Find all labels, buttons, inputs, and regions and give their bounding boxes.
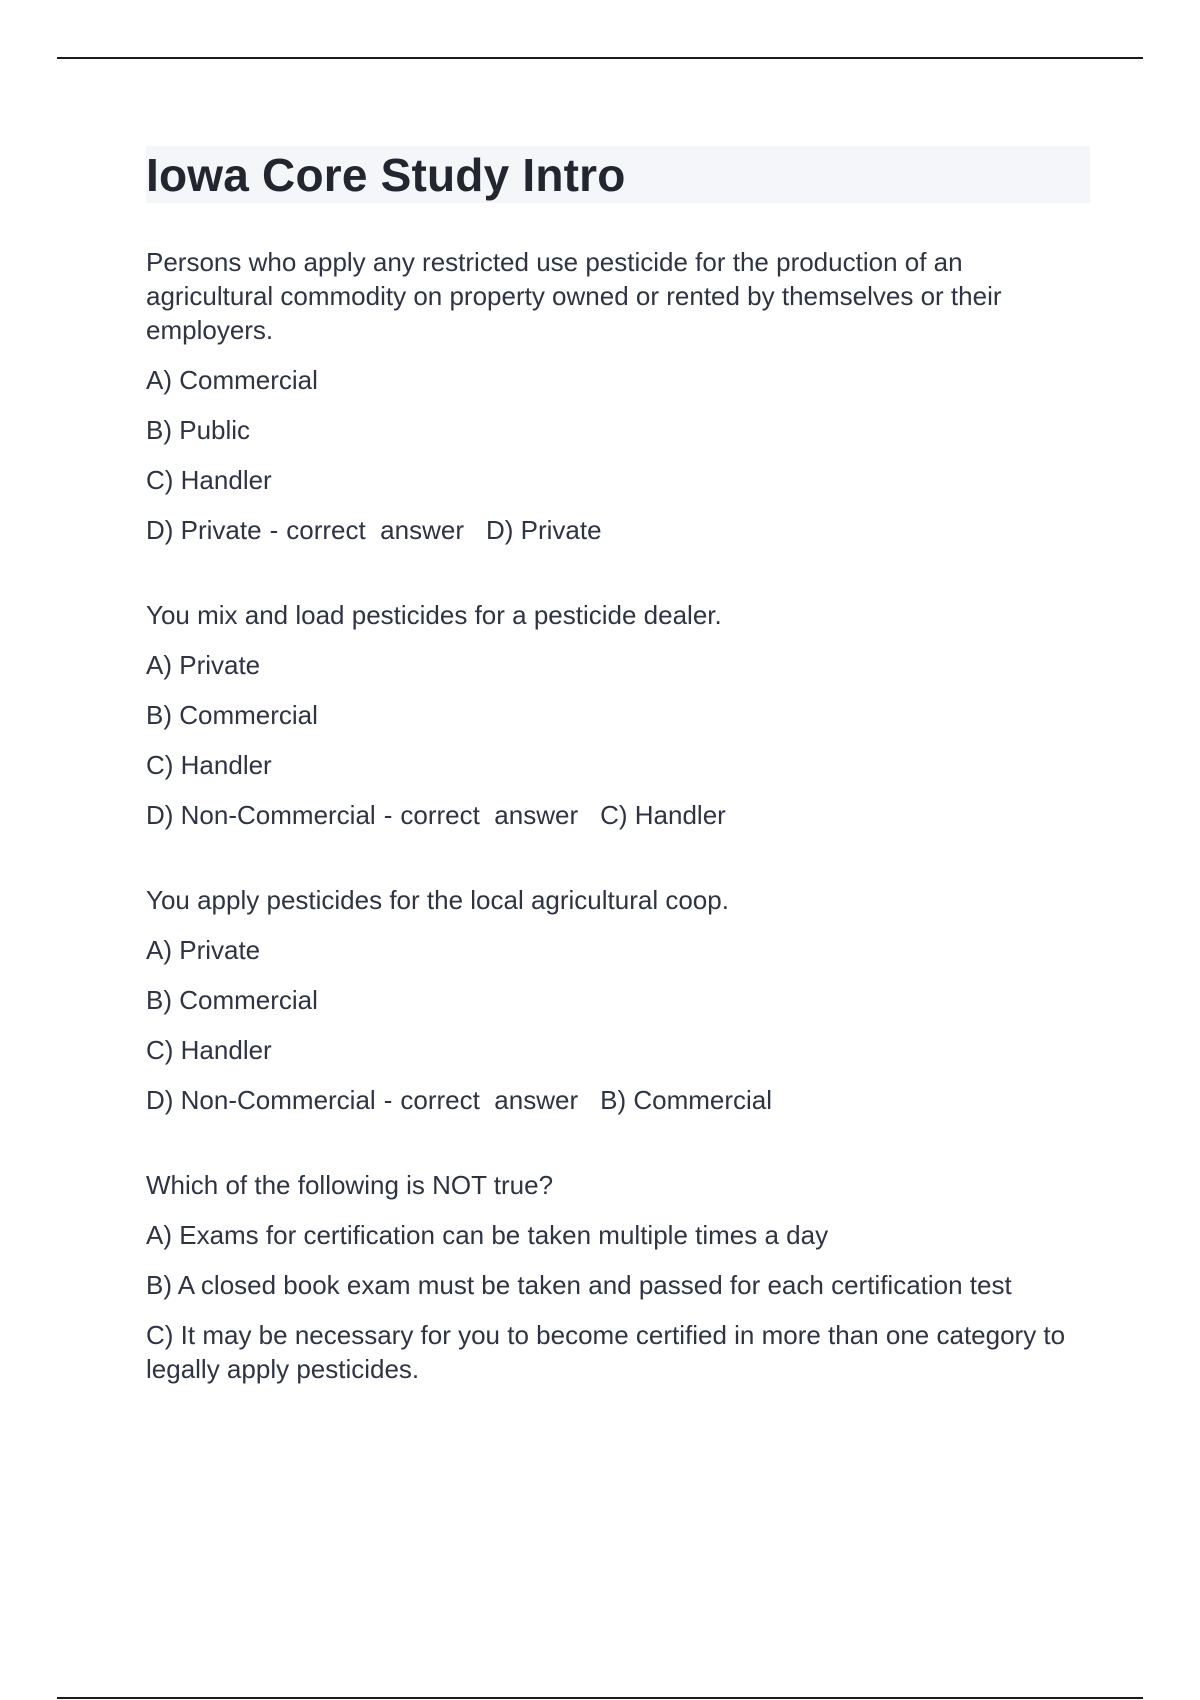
option-c: C) Handler [146, 1035, 272, 1065]
option-d-with-answer [146, 513, 1090, 547]
correct-answer-label: correct answer [400, 800, 579, 830]
option-d-with-answer [146, 798, 1090, 832]
question-2 [146, 598, 1090, 832]
answer-separator: - [383, 1085, 393, 1115]
correct-answer-label: correct answer [286, 515, 464, 545]
correct-answer-label: correct answer [400, 1085, 579, 1115]
top-rule [57, 57, 1143, 59]
option-b: B) Commercial [146, 985, 318, 1015]
page-title: Iowa Core Study Intro [146, 148, 626, 201]
option-a: A) Private [146, 935, 261, 965]
option-c: C) Handler [146, 750, 272, 780]
question-4 [146, 1168, 1090, 1386]
option-a: A) Commercial [146, 365, 318, 395]
correct-answer: D) Private [485, 515, 602, 545]
option-c: C) Handler [146, 465, 272, 495]
option-b: B) Commercial [146, 700, 318, 730]
question-text: You apply pesticides for the local agricultural coop. [146, 885, 729, 915]
question-1 [146, 245, 1090, 547]
option-d-with-answer [146, 1083, 1090, 1117]
document-body [146, 146, 1090, 1437]
option-d: D) Private [146, 515, 262, 545]
option-c: C) It may be necessary for you to become certified in more than one category to legally apply pesticides. [146, 1320, 1073, 1384]
option-d: D) Non-Commercial [146, 800, 376, 830]
option-a: A) Exams for certification can be taken multiple times a day [146, 1220, 829, 1250]
option-d: D) Non-Commercial [146, 1085, 376, 1115]
correct-answer: C) Handler [600, 800, 726, 830]
question-text: Which of the following is NOT true? [146, 1170, 554, 1200]
bottom-rule [57, 1697, 1143, 1699]
question-3 [146, 883, 1090, 1117]
question-text: Persons who apply any restricted use pesticide for the production of an agricultural commodity on property owned or rented by themselves or their employers. [146, 247, 1002, 345]
option-b: B) A closed book exam must be taken and passed for each certification test [146, 1270, 1012, 1300]
correct-answer: B) Commercial [600, 1085, 773, 1115]
answer-separator: - [383, 800, 393, 830]
answer-separator: - [269, 515, 279, 545]
option-a: A) Private [146, 650, 261, 680]
question-text: You mix and load pesticides for a pesticide dealer. [146, 600, 722, 630]
option-b: B) Public [146, 415, 251, 445]
title-bar [146, 146, 1090, 203]
